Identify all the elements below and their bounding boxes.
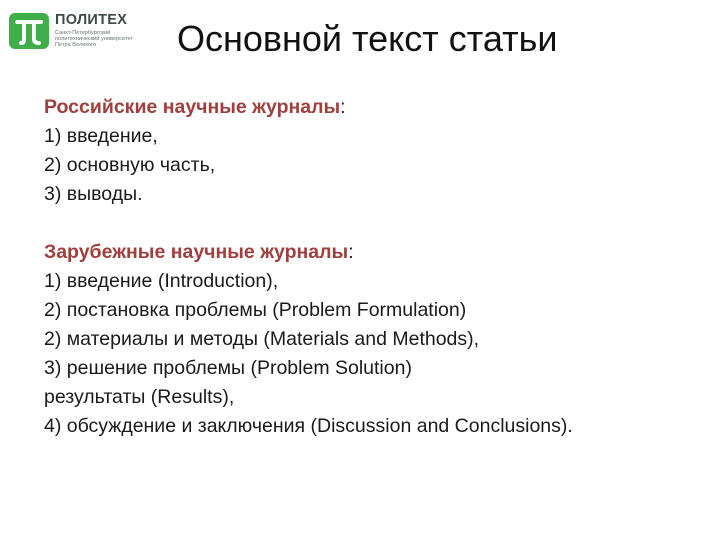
polytech-logo-icon bbox=[9, 13, 49, 49]
polytech-logo bbox=[9, 11, 159, 51]
logo-subtitle-line: политехнический университет bbox=[55, 36, 134, 43]
section-heading bbox=[44, 238, 714, 267]
list-item: 1) введение, bbox=[44, 125, 158, 147]
section-heading-text: Зарубежные научные журналы bbox=[44, 241, 349, 263]
section-heading bbox=[44, 93, 714, 122]
section-russian-journals bbox=[44, 93, 714, 209]
section-heading-colon: : bbox=[348, 241, 354, 263]
list-item: 2) постановка проблемы (Problem Formulation) bbox=[44, 299, 467, 321]
list-item: 3) решение проблемы (Problem Solution) bbox=[44, 357, 412, 379]
section-heading-text: Российские научные журналы bbox=[44, 96, 341, 118]
list-item: 3) выводы. bbox=[44, 183, 143, 205]
section-heading-colon: : bbox=[340, 96, 346, 118]
list-item: 2) материалы и методы (Materials and Methods), bbox=[44, 328, 480, 350]
slide-title: Основной текст статьи bbox=[177, 18, 558, 59]
logo-name: ПОЛИТЕХ bbox=[55, 12, 128, 28]
list-item: 2) основную часть, bbox=[44, 154, 216, 176]
list-item: результаты (Results), bbox=[44, 386, 235, 408]
list-item: 4) обсуждение и заключения (Discussion and Conclusions). bbox=[44, 415, 573, 437]
logo-subtitle bbox=[55, 30, 159, 49]
logo-subtitle-line: Санкт-Петербургский bbox=[55, 30, 111, 36]
section-foreign-journals bbox=[44, 238, 714, 441]
list-item: 1) введение (Introduction), bbox=[44, 270, 279, 292]
logo-subtitle-line: Петра Великого bbox=[55, 42, 96, 49]
